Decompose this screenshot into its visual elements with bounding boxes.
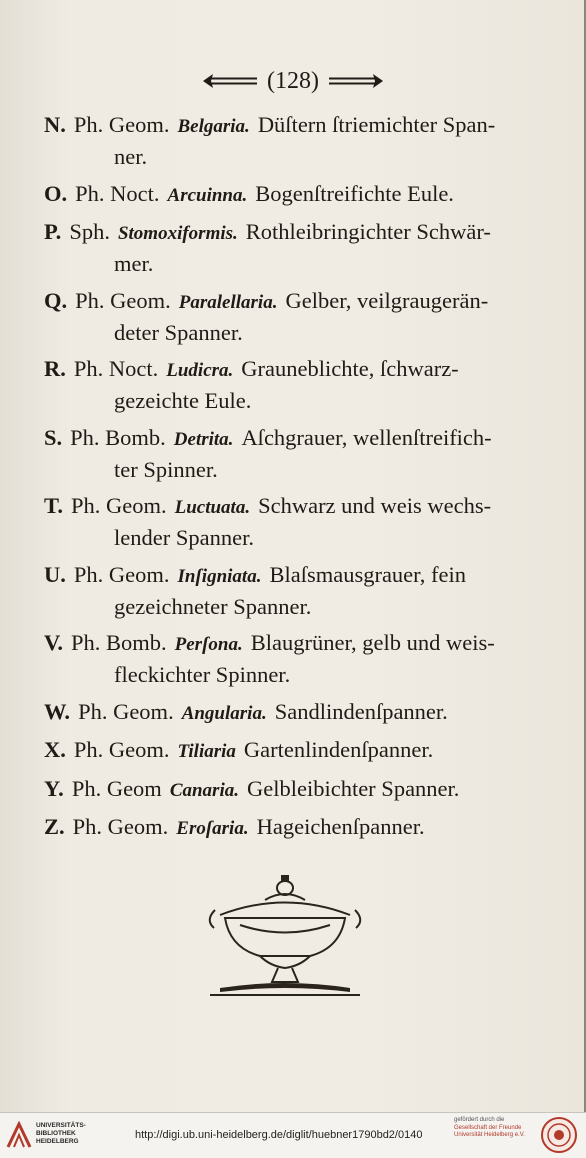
sponsor-note: gefördert durch die Gesellschaft der Freunde Universität Heidelberg e.V. [454,1117,525,1138]
entry-description: Hageichenſpanner. [256,814,425,839]
entry-letter: Y. [44,775,64,801]
entry-first-line [44,286,544,318]
entry-group: Ph. Bomb. [70,424,166,450]
entry-first-line [44,110,544,142]
entry-continuation-line [44,386,544,416]
entry-description: Düſtern ſtriemichter Span- [257,112,496,137]
entry-item [44,354,544,416]
entry-description: Grauneblichte, ſchwarz- [241,356,459,381]
entry-continuation-line [44,523,544,553]
entry-continuation-line [44,142,544,172]
entry-description: Sandlindenſpanner. [274,698,448,724]
entry-description: Gelber, veilgraugerän- [285,287,489,313]
entry-group: Ph. Noct. [73,356,159,381]
entry-species: Inſigniata. [177,565,262,587]
entry-first-line [44,774,544,806]
entry-item [44,697,544,729]
entry-species: Luctuata. [174,497,251,518]
footer-bar [0,1112,586,1158]
entry-group: Ph. Bomb. [70,630,167,655]
entry-letter: U. [44,561,66,587]
entry-item [44,560,544,622]
entry-letter: Z. [44,814,65,839]
entry-species: Perſona. [174,634,243,655]
entry-letter: N. [44,112,66,137]
entry-description: Rothleibringichter Schwär- [245,219,491,244]
entry-list [44,110,544,851]
entry-item [44,491,544,553]
entry-item [44,735,544,767]
entry-description: ner. [114,144,148,169]
entry-group: Ph. Geom. [70,493,167,518]
entry-first-line [44,354,544,386]
entry-letter: V. [44,630,63,655]
entry-letter: S. [44,424,63,450]
entry-item [44,774,544,806]
entry-species: Ludicra. [166,360,234,381]
entry-first-line [44,560,544,592]
entry-letter: R. [44,356,66,381]
entry-description: Blaſsmausgrauer, fein [269,561,466,587]
entry-group: Ph. Geom [71,775,162,801]
entry-group: Ph. Noct. [75,180,160,206]
entry-group: Ph. Geom. [73,112,170,137]
right-ornament-icon [327,72,385,90]
entry-description: Gelbleibichter Spanner. [246,775,460,801]
entry-description: Schwarz und weis wechs- [258,493,492,518]
entry-item [44,286,544,348]
entry-species: Detrita. [173,428,234,450]
entry-first-line [44,423,544,455]
entry-species: Stomoxiformis. [117,223,238,244]
entry-letter: T. [44,493,63,518]
entry-description: mer. [114,251,154,276]
library-name: UNIVERSITÄTS- BIBLIOTHEK HEIDELBERG [36,1122,86,1145]
page-number: (128) [267,67,319,94]
entry-species: Eroſaria. [176,818,249,839]
page-header [0,64,586,98]
entry-continuation-line [44,318,544,348]
entry-group: Ph. Geom. [73,737,170,762]
entry-letter: Q. [44,287,68,313]
entry-species: Angularia. [181,702,267,724]
entry-description: Blaugrüner, gelb und weis- [250,630,495,655]
entry-description: gezeichneter Spanner. [114,593,312,619]
entry-item [44,628,544,690]
entry-group: Sph. [69,219,110,244]
entry-group: Ph. Geom. [72,814,169,839]
entry-description: Bogenſtreifichte Eule. [255,180,454,206]
entry-species: Arcuinna. [167,184,248,206]
entry-species: Belgaria. [177,116,250,137]
entry-group: Ph. Geom. [75,287,171,313]
university-seal-icon [540,1116,578,1154]
entry-description: deter Spanner. [114,319,243,345]
entry-first-line [44,179,544,211]
entry-letter: P. [44,219,62,244]
entry-item [44,179,544,211]
entry-species: Paralellaria. [178,291,278,313]
entry-description: ter Spinner. [114,456,218,482]
entry-item [44,812,544,844]
entry-first-line [44,491,544,523]
entry-letter: X. [44,737,66,762]
entry-description: Aſchgrauer, wellenſtreifich- [241,424,492,450]
entry-species: Tiliaria [177,741,236,762]
entry-description: Gartenlindenſpanner. [243,737,434,762]
entry-letter: O. [44,180,68,206]
entry-first-line [44,217,544,249]
entry-continuation-line [44,249,544,279]
entry-letter: W. [44,698,71,724]
entry-item [44,217,544,279]
entry-group: Ph. Geom. [78,698,174,724]
urn-vignette-icon [200,870,370,1000]
left-ornament-icon [201,72,259,90]
entry-description: lender Spanner. [114,525,254,550]
entry-continuation-line [44,455,544,485]
entry-first-line [44,812,544,844]
entry-item [44,423,544,485]
entry-first-line [44,735,544,767]
library-logo-icon [6,1121,32,1149]
entry-first-line [44,628,544,660]
entry-group: Ph. Geom. [73,561,170,587]
entry-item [44,110,544,172]
source-url-link[interactable]: http://digi.ub.uni-heidelberg.de/diglit/huebner1790bd2/0140 [135,1129,423,1141]
entry-description: gezeichte Eule. [114,388,252,413]
entry-first-line [44,697,544,729]
entry-continuation-line [44,592,544,622]
entry-continuation-line [44,660,544,690]
entry-species: Canaria. [169,779,239,801]
entry-description: fleckichter Spinner. [114,662,291,687]
